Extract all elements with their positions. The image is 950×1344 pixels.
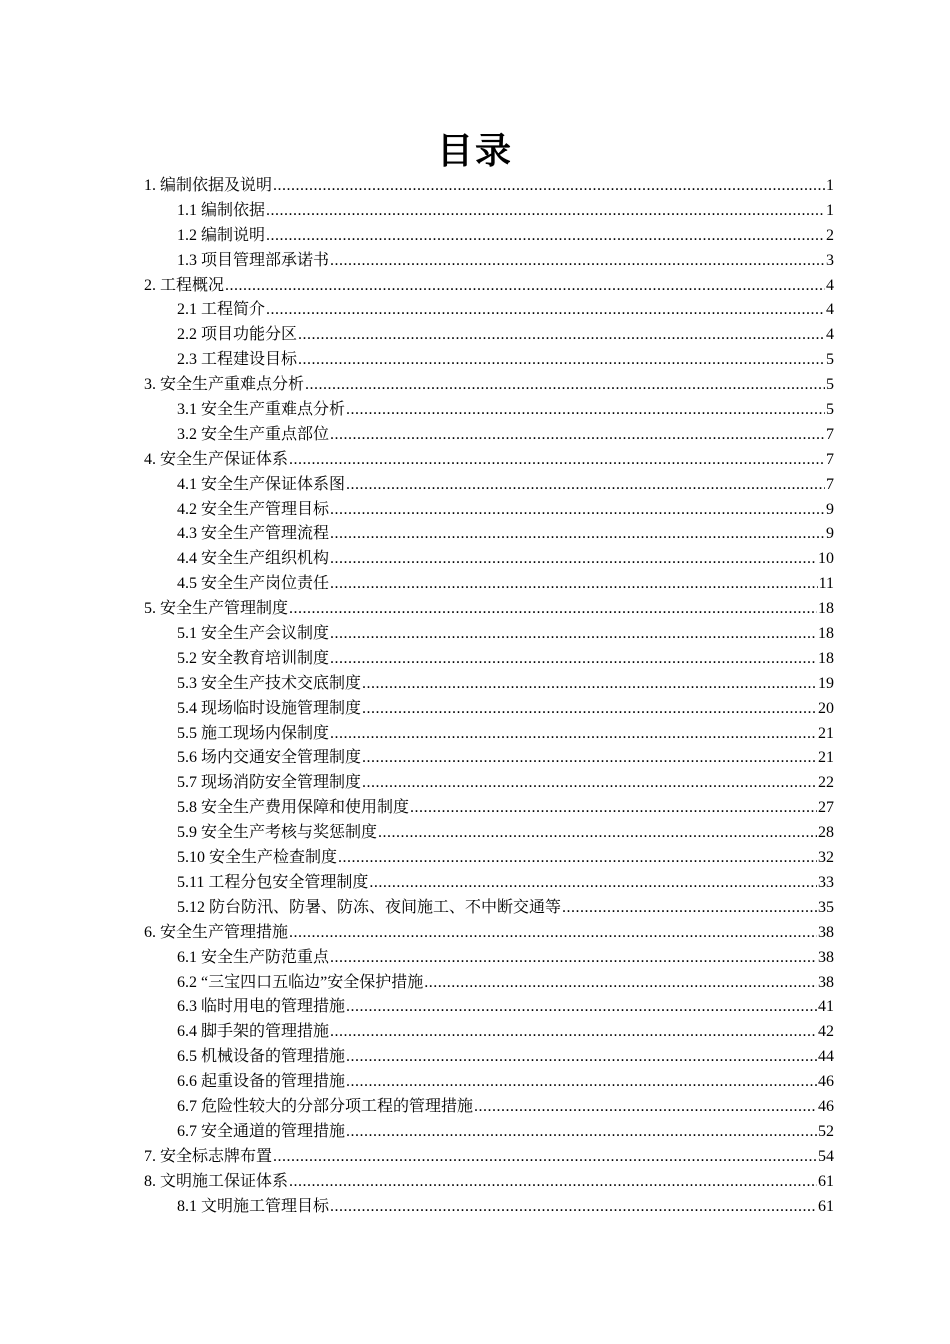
toc-entry-title: 1. 编制依据及说明 — [144, 177, 273, 194]
toc-dot-leader — [225, 274, 825, 299]
toc-dot-leader — [562, 896, 817, 921]
toc-entry-title: 1.1 编制依据 — [177, 201, 266, 219]
toc-dot-leader — [424, 971, 817, 996]
toc-page-number: 19 — [818, 674, 834, 692]
toc-dot-leader — [330, 547, 817, 572]
toc-entry-title: 4.5 安全生产岗位责任 — [177, 575, 330, 593]
toc-page-number: 5 — [826, 351, 834, 369]
toc-dot-leader — [330, 622, 817, 647]
toc-page-number: 9 — [826, 525, 834, 543]
toc-section-entry[interactable] — [144, 821, 834, 846]
toc-list — [144, 174, 834, 1219]
toc-entry-title: 6.7 危险性较大的分部分项工程的管理措施 — [177, 1097, 474, 1115]
toc-section-entry[interactable] — [144, 224, 834, 249]
toc-dot-leader — [289, 1170, 817, 1195]
toc-page-number: 33 — [818, 873, 834, 891]
toc-entry-title: 8.1 文明施工管理目标 — [177, 1197, 330, 1215]
toc-page-number: 10 — [818, 550, 834, 568]
toc-section-entry[interactable] — [144, 971, 834, 996]
toc-dot-leader — [289, 448, 825, 473]
toc-page-number: 4 — [826, 326, 834, 344]
toc-page-number: 18 — [818, 625, 834, 643]
toc-dot-leader — [330, 522, 825, 547]
toc-entry-title: 5.5 施工现场内保制度 — [177, 724, 330, 742]
toc-page-number: 32 — [818, 849, 834, 867]
toc-entry-title: 5.2 安全教育培训制度 — [177, 649, 330, 667]
toc-entry-title: 7. 安全标志牌布置 — [144, 1147, 273, 1165]
toc-entry-title: 4.4 安全生产组织机构 — [177, 550, 330, 568]
toc-dot-leader — [289, 921, 817, 946]
toc-entry-title: 5.10 安全生产检查制度 — [177, 849, 338, 867]
toc-section-entry[interactable] — [144, 423, 834, 448]
toc-page-number: 41 — [818, 998, 834, 1016]
toc-section-entry[interactable] — [144, 298, 834, 323]
toc-page-number: 28 — [818, 824, 834, 842]
toc-dot-leader — [330, 647, 817, 672]
toc-page-number: 46 — [818, 1073, 834, 1091]
toc-entry-title: 2. 工程概况 — [144, 276, 225, 294]
toc-section-entry[interactable] — [144, 1195, 834, 1220]
toc-chapter-entry[interactable] — [144, 174, 834, 199]
toc-dot-leader — [378, 821, 817, 846]
toc-entry-title: 3.1 安全生产重难点分析 — [177, 401, 346, 419]
toc-page-number: 1 — [826, 201, 834, 219]
toc-page-number: 4 — [826, 276, 834, 294]
toc-entry-title: 5. 安全生产管理制度 — [144, 600, 289, 618]
toc-entry-title: 5.1 安全生产会议制度 — [177, 625, 330, 643]
toc-chapter-entry[interactable] — [144, 921, 834, 946]
toc-dot-leader — [362, 746, 817, 771]
toc-dot-leader — [298, 348, 825, 373]
toc-entry-title: 5.3 安全生产技术交底制度 — [177, 674, 362, 692]
toc-section-entry[interactable] — [144, 473, 834, 498]
toc-dot-leader — [330, 572, 818, 597]
toc-dot-leader — [330, 946, 817, 971]
toc-entry-title: 5.6 场内交通安全管理制度 — [177, 749, 362, 767]
toc-section-entry[interactable] — [144, 1120, 834, 1145]
toc-page-number: 5 — [826, 401, 834, 419]
toc-dot-leader — [346, 1070, 817, 1095]
toc-page-number: 4 — [826, 301, 834, 319]
toc-dot-leader — [266, 298, 825, 323]
toc-chapter-entry[interactable] — [144, 373, 834, 398]
toc-page-number: 46 — [818, 1097, 834, 1115]
toc-page-number: 7 — [826, 475, 834, 493]
toc-dot-leader — [410, 796, 817, 821]
toc-chapter-entry[interactable] — [144, 448, 834, 473]
toc-page-number: 38 — [818, 973, 834, 991]
toc-chapter-entry[interactable] — [144, 597, 834, 622]
toc-entry-title: 2.3 工程建设目标 — [177, 351, 298, 369]
toc-entry-title: 1.2 编制说明 — [177, 226, 266, 244]
toc-section-entry[interactable] — [144, 1045, 834, 1070]
toc-section-entry[interactable] — [144, 672, 834, 697]
toc-dot-leader — [338, 846, 817, 871]
toc-dot-leader — [266, 224, 825, 249]
toc-section-entry[interactable] — [144, 498, 834, 523]
toc-dot-leader — [298, 323, 825, 348]
toc-section-entry[interactable] — [144, 722, 834, 747]
toc-entry-title: 6.4 脚手架的管理措施 — [177, 1023, 330, 1041]
toc-page-number: 11 — [818, 575, 834, 593]
toc-page-number: 5 — [826, 376, 834, 394]
toc-entry-title: 5.12 防台防汛、防暑、防冻、夜间施工、不中断交通等 — [177, 898, 562, 916]
toc-entry-title: 5.11 工程分包安全管理制度 — [177, 873, 369, 891]
toc-dot-leader — [330, 1020, 817, 1045]
toc-dot-leader — [330, 722, 817, 747]
toc-page-number: 7 — [826, 450, 834, 468]
toc-page-number: 38 — [818, 923, 834, 941]
toc-dot-leader — [362, 672, 817, 697]
toc-entry-title: 5.9 安全生产考核与奖惩制度 — [177, 824, 378, 842]
toc-page-number: 44 — [818, 1048, 834, 1066]
toc-page-number: 18 — [818, 600, 834, 618]
toc-section-entry[interactable] — [144, 995, 834, 1020]
toc-page-number: 42 — [818, 1023, 834, 1041]
toc-section-entry[interactable] — [144, 771, 834, 796]
toc-page-number: 21 — [818, 749, 834, 767]
toc-dot-leader — [346, 473, 825, 498]
toc-section-entry[interactable] — [144, 622, 834, 647]
toc-page-number: 20 — [818, 699, 834, 717]
toc-entry-title: 3. 安全生产重难点分析 — [144, 376, 305, 394]
toc-dot-leader — [330, 249, 825, 274]
toc-section-entry[interactable] — [144, 1020, 834, 1045]
toc-entry-title: 4. 安全生产保证体系 — [144, 450, 289, 468]
toc-chapter-entry[interactable] — [144, 1170, 834, 1195]
toc-section-entry[interactable] — [144, 946, 834, 971]
toc-chapter-entry[interactable] — [144, 274, 834, 299]
toc-dot-leader — [346, 1120, 817, 1145]
toc-section-entry[interactable] — [144, 796, 834, 821]
toc-dot-leader — [346, 995, 817, 1020]
toc-dot-leader — [330, 1195, 817, 1220]
toc-dot-leader — [330, 498, 825, 523]
toc-dot-leader — [305, 373, 825, 398]
toc-section-entry[interactable] — [144, 647, 834, 672]
toc-section-entry[interactable] — [144, 746, 834, 771]
toc-section-entry[interactable] — [144, 572, 834, 597]
toc-page-number: 61 — [818, 1172, 834, 1190]
toc-dot-leader — [362, 771, 817, 796]
toc-chapter-entry[interactable] — [144, 1145, 834, 1170]
toc-entry-title: 4.2 安全生产管理目标 — [177, 500, 330, 518]
toc-page-number: 7 — [826, 425, 834, 443]
toc-section-entry[interactable] — [144, 871, 834, 896]
toc-section-entry[interactable] — [144, 323, 834, 348]
toc-entry-title: 6.5 机械设备的管理措施 — [177, 1048, 346, 1066]
toc-page-number: 61 — [818, 1197, 834, 1215]
toc-section-entry[interactable] — [144, 249, 834, 274]
toc-entry-title: 6.7 安全通道的管理措施 — [177, 1122, 346, 1140]
toc-page-number: 38 — [818, 948, 834, 966]
toc-dot-leader — [346, 1045, 817, 1070]
toc-entry-title: 6.3 临时用电的管理措施 — [177, 998, 346, 1016]
toc-section-entry[interactable] — [144, 547, 834, 572]
toc-entry-title: 6. 安全生产管理措施 — [144, 923, 289, 941]
toc-page-number: 18 — [818, 649, 834, 667]
toc-page-number: 54 — [818, 1147, 834, 1165]
toc-page-number: 9 — [826, 500, 834, 518]
toc-page-number: 27 — [818, 799, 834, 817]
toc-entry-title: 5.4 现场临时设施管理制度 — [177, 699, 362, 717]
toc-entry-title: 5.8 安全生产费用保障和使用制度 — [177, 799, 410, 817]
toc-page-number: 3 — [826, 251, 834, 269]
toc-entry-title: 4.1 安全生产保证体系图 — [177, 475, 346, 493]
toc-section-entry[interactable] — [144, 846, 834, 871]
toc-entry-title: 6.1 安全生产防范重点 — [177, 948, 330, 966]
toc-section-entry[interactable] — [144, 1070, 834, 1095]
toc-dot-leader — [369, 871, 817, 896]
toc-page-number: 52 — [818, 1122, 834, 1140]
toc-entry-title: 6.2 “三宝四口五临边”安全保护措施 — [177, 973, 424, 991]
toc-section-entry[interactable] — [144, 697, 834, 722]
toc-section-entry[interactable] — [144, 199, 834, 224]
toc-section-entry[interactable] — [144, 1095, 834, 1120]
toc-dot-leader — [330, 423, 825, 448]
toc-entry-title: 8. 文明施工保证体系 — [144, 1172, 289, 1190]
toc-dot-leader — [289, 597, 817, 622]
toc-section-entry[interactable] — [144, 398, 834, 423]
toc-entry-title: 3.2 安全生产重点部位 — [177, 425, 330, 443]
toc-page-number: 35 — [818, 898, 834, 916]
toc-page-number: 22 — [818, 774, 834, 792]
toc-dot-leader — [474, 1095, 817, 1120]
toc-dot-leader — [266, 199, 825, 224]
toc-dot-leader — [273, 174, 825, 199]
toc-section-entry[interactable] — [144, 522, 834, 547]
toc-page-number: 1 — [826, 177, 834, 194]
toc-entry-title: 6.6 起重设备的管理措施 — [177, 1073, 346, 1091]
toc-dot-leader — [273, 1145, 817, 1170]
toc-section-entry[interactable] — [144, 348, 834, 373]
toc-page-number: 2 — [826, 226, 834, 244]
toc-section-entry[interactable] — [144, 896, 834, 921]
toc-entry-title: 5.7 现场消防安全管理制度 — [177, 774, 362, 792]
toc-entry-title: 2.2 项目功能分区 — [177, 326, 298, 344]
toc-dot-leader — [362, 697, 817, 722]
toc-title: 目录 — [436, 131, 513, 171]
toc-dot-leader — [346, 398, 825, 423]
toc-entry-title: 2.1 工程简介 — [177, 301, 266, 319]
toc-page-number: 21 — [818, 724, 834, 742]
toc-entry-title: 4.3 安全生产管理流程 — [177, 525, 330, 543]
toc-entry-title: 1.3 项目管理部承诺书 — [177, 251, 330, 269]
